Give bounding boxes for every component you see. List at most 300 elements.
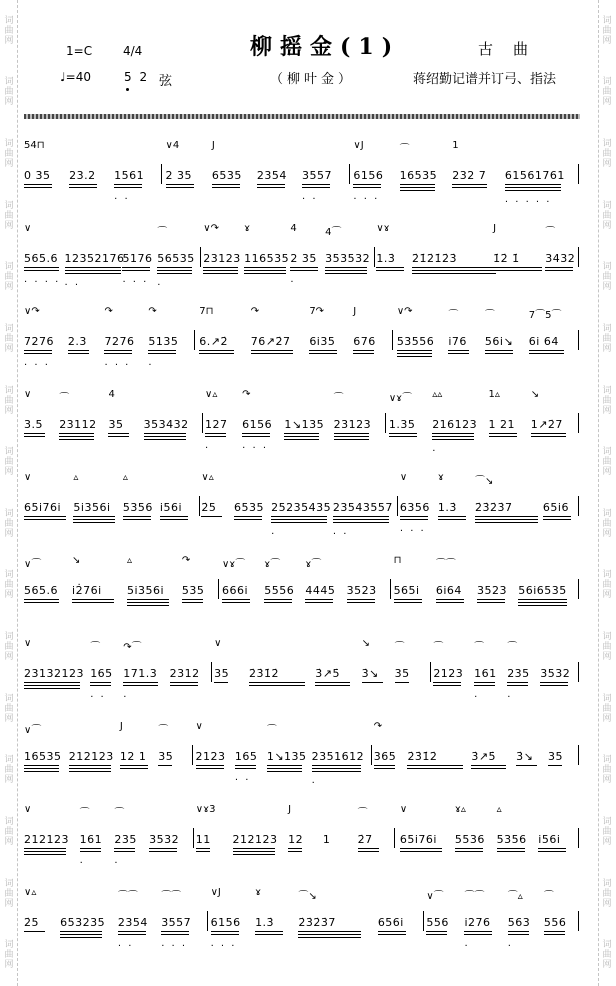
- beam-underline: [455, 848, 483, 849]
- note-text: 1: [322, 833, 331, 846]
- beam-underline: [455, 851, 483, 852]
- beam-underline: [73, 522, 115, 523]
- watermark-char: 曲: [4, 826, 14, 837]
- beam-underline: [271, 519, 327, 520]
- beam-underline: [284, 436, 319, 437]
- beam-underline: [400, 190, 435, 191]
- bowing-mark: ∨: [195, 721, 203, 732]
- bowing-mark: ∨ɤ3: [195, 804, 216, 815]
- beam-underline: [325, 267, 367, 268]
- score-line: [24, 875, 580, 961]
- beam-underline: [395, 682, 409, 683]
- beam-underline: [149, 851, 177, 852]
- watermark-char: 曲: [602, 826, 612, 837]
- bowing-mark: J: [119, 721, 123, 732]
- beam-underline: [157, 267, 192, 268]
- note-text: 3557: [161, 916, 192, 929]
- watermark-char: 网: [602, 220, 612, 231]
- note-text: 3̇↗5̇: [315, 667, 340, 680]
- beam-underline: [212, 184, 240, 185]
- note-group: [548, 709, 616, 789]
- beam-underline: [353, 350, 374, 351]
- beam-underline: [234, 519, 262, 520]
- note-text: 212123: [232, 833, 278, 846]
- beam-underline: [531, 433, 566, 434]
- note-text: 5556: [264, 584, 295, 597]
- note-text: 666i: [221, 584, 249, 597]
- score-line: [24, 128, 580, 214]
- beam-underline: [205, 436, 226, 437]
- beam-underline: [325, 273, 367, 274]
- note-text: 2̇3̇2̇3̇7: [474, 501, 513, 514]
- watermark-char: 网: [602, 343, 612, 354]
- watermark-char: 曲: [602, 703, 612, 714]
- beam-underline: [242, 433, 270, 434]
- low-octave-dots: .: [507, 938, 513, 949]
- beam-underline: [205, 433, 226, 434]
- bowing-mark: ∨⌒: [24, 725, 42, 736]
- bowing-mark: ∨↷: [396, 306, 413, 317]
- bar-line: [192, 745, 193, 765]
- watermark-char: 网: [602, 713, 612, 724]
- note-text: 6i 64: [528, 335, 559, 348]
- note-group: [544, 875, 616, 955]
- note-text: 5356: [122, 501, 153, 514]
- beam-underline: [120, 765, 148, 766]
- bowing-mark: ↷: [373, 721, 383, 732]
- note-text: 656i: [377, 916, 404, 929]
- beam-underline: [170, 685, 198, 686]
- watermark-char: 网: [602, 282, 612, 293]
- beam-underline: [448, 350, 469, 351]
- score-line: [24, 460, 580, 546]
- watermark-mark: [4, 632, 13, 662]
- watermark-char: 词: [4, 15, 14, 26]
- bowing-mark: ∨J: [353, 140, 364, 151]
- bowing-mark: ⌒⌒: [435, 559, 456, 570]
- bowing-mark: ∨: [24, 223, 32, 234]
- bar-line: [423, 911, 424, 931]
- watermark-char: 网: [602, 159, 612, 170]
- note-group: [545, 211, 616, 291]
- bowing-mark: ▵▵: [432, 389, 443, 400]
- note-text: 35: [214, 667, 230, 680]
- note-text: 16535: [24, 750, 62, 763]
- beam-underline: [412, 267, 496, 268]
- bowing-mark: ⌒: [474, 642, 485, 653]
- beam-underline: [475, 522, 538, 523]
- beam-underline: [358, 851, 379, 852]
- bowing-mark: ⌒: [157, 227, 168, 238]
- low-octave-dots: . .: [64, 277, 81, 288]
- beam-underline: [182, 599, 203, 600]
- beam-underline: [477, 599, 505, 600]
- low-octave-dots: . . .: [24, 357, 50, 368]
- watermark-char: 曲: [4, 149, 14, 160]
- bowing-mark: ↷: [104, 306, 113, 317]
- low-octave-dots: . .: [90, 689, 106, 700]
- beam-underline: [114, 848, 135, 849]
- watermark-char: 曲: [602, 333, 612, 344]
- beam-underline: [288, 848, 302, 849]
- beam-underline: [255, 931, 283, 932]
- beam-underline: [302, 184, 330, 185]
- note-text: 1↘135: [284, 418, 325, 431]
- note-text: i76: [448, 335, 467, 348]
- beam-underline: [170, 682, 198, 683]
- beam-underline: [436, 599, 464, 600]
- bar-line: [211, 662, 212, 682]
- bowing-mark: ▵: [496, 804, 502, 815]
- note-text: 12: [288, 833, 304, 846]
- instrument-label: 弦: [159, 74, 173, 89]
- beam-underline: [545, 270, 573, 271]
- score-line: [24, 626, 580, 712]
- note-text: 2̇3̇1̇2̇: [407, 750, 438, 763]
- beam-underline: [108, 436, 129, 437]
- beam-underline: [251, 350, 293, 351]
- watermark-char: 曲: [4, 395, 14, 406]
- beam-underline: [298, 934, 361, 935]
- note-text: 5i356i: [73, 501, 111, 514]
- note-text: 2123: [433, 667, 464, 680]
- beam-underline: [127, 605, 169, 606]
- bowing-mark: 4: [108, 389, 115, 400]
- watermark-char: 网: [602, 97, 612, 108]
- bowing-mark: 1: [452, 140, 459, 151]
- bowing-mark: ∨: [399, 804, 408, 815]
- beam-underline: [302, 187, 330, 188]
- bowing-mark: ⌒⌒: [117, 891, 138, 902]
- note-group: [529, 294, 616, 374]
- bowing-mark: ɤ: [244, 223, 251, 234]
- note-text: 5356: [496, 833, 527, 846]
- beam-underline: [157, 270, 192, 271]
- low-octave-dots: . . . .: [24, 274, 61, 285]
- beam-underline: [80, 848, 101, 849]
- note-text: 3523: [346, 584, 377, 597]
- beam-underline: [104, 350, 132, 351]
- beam-underline: [347, 602, 375, 603]
- note-text: 3532: [540, 667, 571, 680]
- note-text: 653235: [60, 916, 106, 929]
- beam-underline: [235, 768, 256, 769]
- low-octave-dots: .: [79, 855, 85, 866]
- bowing-mark: ↷: [242, 389, 251, 400]
- bowing-mark: ↘: [530, 389, 540, 400]
- beam-underline: [334, 439, 369, 440]
- note-text: 165: [234, 750, 258, 763]
- beam-underline: [353, 353, 374, 354]
- beam-underline: [24, 602, 59, 603]
- watermark-char: 曲: [602, 580, 612, 591]
- beam-underline: [543, 519, 571, 520]
- beam-underline: [474, 685, 495, 686]
- beam-underline: [312, 771, 361, 772]
- bar-line: [578, 330, 579, 350]
- beam-underline: [290, 267, 318, 268]
- beam-underline: [182, 602, 203, 603]
- beam-underline: [60, 931, 102, 932]
- beam-underline: [24, 270, 59, 271]
- bar-line: [578, 579, 579, 599]
- header-divider: [24, 114, 580, 119]
- beam-underline: [378, 931, 406, 932]
- beam-underline: [68, 353, 89, 354]
- note-text: 353432: [143, 418, 189, 431]
- watermark-char: 词: [602, 632, 612, 643]
- beam-underline: [531, 436, 566, 437]
- bowing-mark: J: [353, 306, 357, 317]
- low-octave-dots: . .: [234, 772, 251, 783]
- note-text: 1.3̇: [376, 252, 396, 265]
- watermark-char: 词: [4, 508, 14, 519]
- note-text: 6i35: [309, 335, 336, 348]
- note-text: 7276: [104, 335, 135, 348]
- watermark-char: 词: [4, 262, 14, 273]
- note-text: 23123: [203, 252, 241, 265]
- note-text: 3523: [477, 584, 508, 597]
- watermark-char: 曲: [602, 210, 612, 221]
- watermark-char: 词: [4, 447, 14, 458]
- beam-underline: [485, 350, 513, 351]
- bowing-mark: ⌒: [507, 642, 518, 653]
- score-line: [24, 211, 580, 297]
- note-text: 3̇↘: [516, 750, 534, 763]
- note-text: 565.6: [24, 584, 58, 597]
- beam-underline: [400, 851, 442, 852]
- bowing-mark: ∨▵: [205, 389, 218, 400]
- beam-underline: [538, 848, 566, 849]
- note-group: [505, 128, 616, 208]
- beam-underline: [333, 519, 389, 520]
- low-octave-dots: . .: [117, 938, 134, 949]
- note-text: 56i↘: [484, 335, 514, 348]
- beam-underline: [389, 436, 417, 437]
- beam-underline: [505, 187, 561, 188]
- note-text: i2̇76i: [72, 584, 102, 597]
- beam-underline: [436, 602, 464, 603]
- note-text: 6i64: [435, 584, 462, 597]
- watermark-char: 词: [602, 77, 612, 88]
- beam-underline: [123, 519, 151, 520]
- watermark-char: 词: [4, 323, 14, 334]
- beam-underline: [24, 599, 59, 600]
- beam-underline: [305, 602, 333, 603]
- note-text: 563: [507, 916, 531, 929]
- note-text: 61561761: [504, 169, 565, 182]
- bowing-mark: ⌒⌒: [161, 891, 182, 902]
- time-signature: 4/4: [123, 44, 143, 58]
- bowing-mark: ⌒: [79, 808, 90, 819]
- watermark-char: 网: [4, 775, 14, 786]
- page-subtitle: （柳叶金）: [270, 72, 356, 87]
- low-octave-dots: .: [205, 440, 211, 451]
- beam-underline: [433, 685, 461, 686]
- note-text: 12 1: [119, 750, 147, 763]
- beam-underline: [516, 765, 537, 766]
- beam-underline: [378, 934, 406, 935]
- bowing-mark: ∨⌒: [24, 559, 42, 570]
- bowing-mark: ⌒: [399, 144, 410, 155]
- beam-underline: [432, 439, 474, 440]
- bowing-mark: ∨ɤ⌒: [388, 393, 413, 404]
- bowing-mark: ↷: [250, 306, 260, 317]
- note-text: 65i6: [542, 501, 569, 514]
- note-text: 556: [426, 916, 449, 929]
- beam-underline: [211, 931, 239, 932]
- beam-underline: [309, 353, 337, 354]
- beam-underline: [234, 516, 262, 517]
- beam-underline: [271, 522, 327, 523]
- beam-underline: [264, 602, 292, 603]
- bowing-mark: ↷⌒: [123, 642, 142, 653]
- beam-underline: [160, 519, 188, 520]
- beam-underline: [475, 519, 538, 520]
- beam-underline: [24, 184, 52, 185]
- beam-underline: [426, 931, 447, 932]
- note-text: 2̇7: [357, 833, 373, 846]
- watermark-char: 曲: [4, 888, 14, 899]
- beam-underline: [244, 267, 286, 268]
- beam-underline: [118, 934, 146, 935]
- watermark-char: 网: [4, 97, 14, 108]
- beam-underline: [438, 519, 466, 520]
- low-octave-dots: . . .: [399, 523, 426, 534]
- beam-underline: [160, 516, 188, 517]
- beam-underline: [24, 765, 59, 766]
- beam-underline: [114, 851, 135, 852]
- left-margin-line: [17, 0, 18, 986]
- bowing-mark: ∨▵: [201, 472, 214, 483]
- beam-underline: [412, 273, 496, 274]
- beam-underline: [315, 685, 350, 686]
- note-text: 23112: [59, 418, 97, 431]
- beam-underline: [362, 682, 383, 683]
- note-text: 161: [79, 833, 103, 846]
- watermark-char: 词: [4, 878, 14, 889]
- beam-underline: [144, 439, 186, 440]
- beam-underline: [545, 267, 573, 268]
- bowing-mark: ∨▵: [24, 887, 37, 898]
- bowing-mark: ɤ▵: [454, 804, 466, 815]
- watermark-char: 网: [602, 960, 612, 971]
- beam-underline: [249, 685, 305, 686]
- beam-underline: [123, 682, 158, 683]
- beam-underline: [257, 187, 285, 188]
- beam-underline: [397, 353, 432, 354]
- watermark-char: 网: [602, 652, 612, 663]
- beam-underline: [120, 768, 148, 769]
- watermark-char: 网: [4, 590, 14, 601]
- beam-underline: [267, 768, 302, 769]
- low-octave-dots: .: [432, 443, 438, 454]
- score-line: [24, 294, 580, 380]
- beam-underline: [73, 519, 115, 520]
- note-text: 11: [195, 833, 211, 846]
- low-octave-dots: .: [148, 357, 154, 368]
- beam-underline: [284, 439, 319, 440]
- bowing-mark: ɤ: [255, 887, 262, 898]
- note-text: 6535: [211, 169, 242, 182]
- note-text: 2 35: [290, 252, 317, 265]
- bar-line: [397, 496, 398, 516]
- beam-underline: [452, 187, 487, 188]
- beam-underline: [489, 433, 517, 434]
- beam-underline: [397, 350, 432, 351]
- beam-underline: [24, 350, 52, 351]
- beam-underline: [24, 931, 45, 932]
- bar-line: [202, 413, 203, 433]
- beam-underline: [471, 768, 506, 769]
- watermark-char: 网: [4, 898, 14, 909]
- watermark-char: 曲: [602, 950, 612, 961]
- beam-underline: [65, 267, 121, 268]
- tempo-marking: ♩=40: [60, 70, 91, 84]
- watermark-char: 网: [602, 405, 612, 416]
- watermark-char: 曲: [4, 580, 14, 591]
- note-text: 7276: [24, 335, 54, 348]
- bar-line: [578, 662, 579, 682]
- beam-underline: [24, 519, 66, 520]
- watermark-char: 网: [4, 220, 14, 231]
- beam-underline: [400, 184, 435, 185]
- note-text: 6156: [210, 916, 241, 929]
- beam-underline: [497, 848, 525, 849]
- bowing-mark: ∨J: [210, 887, 221, 898]
- beam-underline: [544, 931, 565, 932]
- note-group: [543, 460, 616, 540]
- bowing-mark: ∨4: [165, 140, 180, 151]
- watermark-char: 曲: [602, 765, 612, 776]
- beam-underline: [161, 931, 189, 932]
- note-text: 76↗2̇7: [250, 335, 291, 348]
- beam-underline: [222, 602, 250, 603]
- beam-underline: [73, 516, 115, 517]
- bowing-mark: ↘: [72, 555, 81, 566]
- beam-underline: [529, 350, 564, 351]
- beam-underline: [518, 602, 567, 603]
- bowing-mark: ⌒⌒: [464, 891, 485, 902]
- note-text: 2.3: [67, 335, 87, 348]
- beam-underline: [312, 765, 361, 766]
- beam-underline: [214, 682, 228, 683]
- beam-underline: [203, 270, 238, 271]
- watermark-char: 曲: [4, 87, 14, 98]
- beam-underline: [196, 848, 210, 849]
- low-octave-dots: . . .: [104, 357, 131, 368]
- beam-underline: [24, 851, 66, 852]
- note-text: 6156: [242, 418, 273, 431]
- beam-underline: [464, 934, 492, 935]
- note-text: 3432: [545, 252, 576, 265]
- beam-underline: [158, 765, 172, 766]
- beam-underline: [540, 682, 568, 683]
- note-text: 25235435: [271, 501, 332, 514]
- low-octave-dots: .: [464, 938, 470, 949]
- beam-underline: [65, 273, 121, 274]
- note-group: [518, 543, 616, 623]
- beam-underline: [448, 353, 469, 354]
- beam-underline: [432, 433, 474, 434]
- watermark-char: 曲: [602, 149, 612, 160]
- watermark-char: 曲: [602, 642, 612, 653]
- bowing-mark: ∨: [24, 389, 32, 400]
- beam-underline: [394, 599, 422, 600]
- bar-line: [218, 579, 219, 599]
- watermark-char: 词: [4, 816, 14, 827]
- watermark-char: 词: [4, 139, 14, 150]
